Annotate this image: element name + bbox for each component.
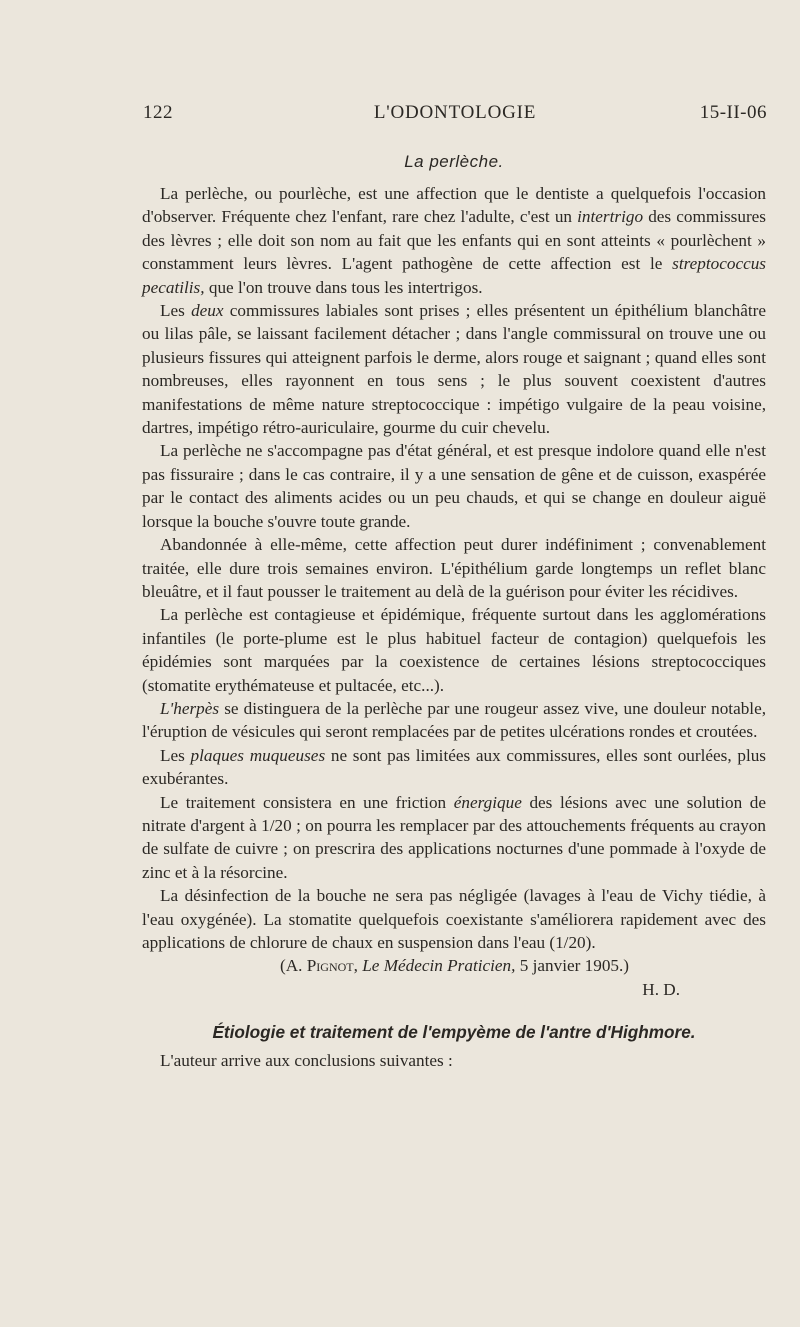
issue-date: 15-II-06	[699, 102, 767, 123]
paragraph-6: L'herpès se distinguera de la perlèche par une rougeur assez vive, une douleur notable, l'éruption de vésicules qui seront remplacées par de petites ulcérations rondes et croutées.	[142, 698, 766, 742]
paragraph-1: La perlèche, ou pourlèche, est une affection que le dentiste a quelquefois l'occasion d'observer. Fréquente chez l'enfant, rare chez l'adulte, c'est un intertrigo des commissures des lèvres ; elle doit son nom au fait que les enfants qui en sont atteints « pourlèchent » constamment leurs lèvres. L'agent pathogène de cette affection est le streptococcus pecatilis, que l'on trouve dans tous les intertrigos.	[142, 184, 766, 297]
citation: (A. Pignot, Le Médecin Praticien, 5 janvier 1905.)	[280, 956, 630, 976]
term-deux: deux	[191, 301, 224, 321]
citation-journal: Le Médecin Praticien,	[362, 956, 516, 976]
page-number: 122	[143, 102, 173, 123]
page-body	[142, 150, 766, 1073]
term-streptococcus: streptococcus pecatilis,	[142, 254, 766, 297]
citation-author: Pignot	[306, 956, 354, 976]
paragraph-7: Les plaques muqueuses ne sont pas limitées aux commissures, elles sont ourlées, plus exubérantes.	[142, 745, 767, 789]
paragraph-8: Le traitement consistera en une friction énergique des lésions avec une solution de nitrate d'argent à 1/20 ; on pourra les remplacer par des attouchements fréquents au crayon de sulfate de cuivre ; on prescrira des applications nocturnes d'une pommade à l'oxyde de zinc et à la résorcine.	[142, 792, 766, 882]
paragraph-intro-empyeme: L'auteur arrive aux conclusions suivantes :	[160, 1051, 453, 1071]
paragraph-3: La perlèche ne s'accompagne pas d'état général, et est presque indolore quand elle n'est pas fissuraire ; dans le cas contraire, il y a une sensation de gêne et de cuisson, exaspérée par le contact des aliments acides ou un peu chauds, et qui se change en douleur aiguë lorsque la bouche s'ouvre toute grande.	[142, 441, 766, 531]
term-plaques-muqueuses: plaques muqueuses	[190, 745, 326, 765]
term-intertrigo: intertrigo	[577, 207, 644, 227]
page-header	[143, 102, 767, 126]
author-initials: H. D.	[642, 979, 680, 999]
term-energique: énergique	[453, 792, 522, 812]
paragraph-4: Abandonnée à elle-même, cette affection peut durer indéfiniment ; convenablement traitée, elle dure trois semaines environ. L'épithélium garde longtemps un reflet blanc bleuâtre, et il faut pousser le traitement au delà de la guérison pour éviter les récidives.	[142, 535, 766, 601]
term-herpes: L'herpès	[160, 698, 220, 718]
paragraph-9: La désinfection de la bouche ne sera pas négligée (lavages à l'eau de Vichy tiédie, à l'eau oxygénée). La stomatite quelquefois coexistante s'améliorera rapidement avec des applications de chlorure de chaux en suspension dans l'eau (1/20).	[142, 886, 766, 952]
paragraph-5: La perlèche est contagieuse et épidémique, fréquente surtout dans les agglomérations infantiles (le porte-plume est le plus habituel facteur de contagion) quelquefois les épidémies sont marquées par la coexistence de certaines lésions streptococciques (stomatite erythémateuse et pultacée, etc...).	[142, 605, 766, 695]
article-title-perleche: La perlèche.	[404, 152, 504, 171]
paragraph-2: Les deux commissures labiales sont prises ; elles présentent un épithélium blanchâtre ou lilas pâle, se laissant facilement détacher ; dans l'angle commissural on trouve une ou plusieurs fissures qui atteignent parfois le derme, alors rouge et saignant ; quand elles sont nombreuses, elles rayonnent en tous sens ; le plus souvent coexistent d'autres manifestations de même nature streptococcique : impétigo vulgaire de la peau voisine, dartres, impétigo rétro-auriculaire, gourme du cuir chevelu.	[142, 301, 766, 438]
running-title: L'ODONTOLOGIE	[373, 102, 537, 123]
article-title-empyeme: Étiologie et traitement de l'empyème de l'antre d'Highmore.	[212, 1022, 696, 1043]
